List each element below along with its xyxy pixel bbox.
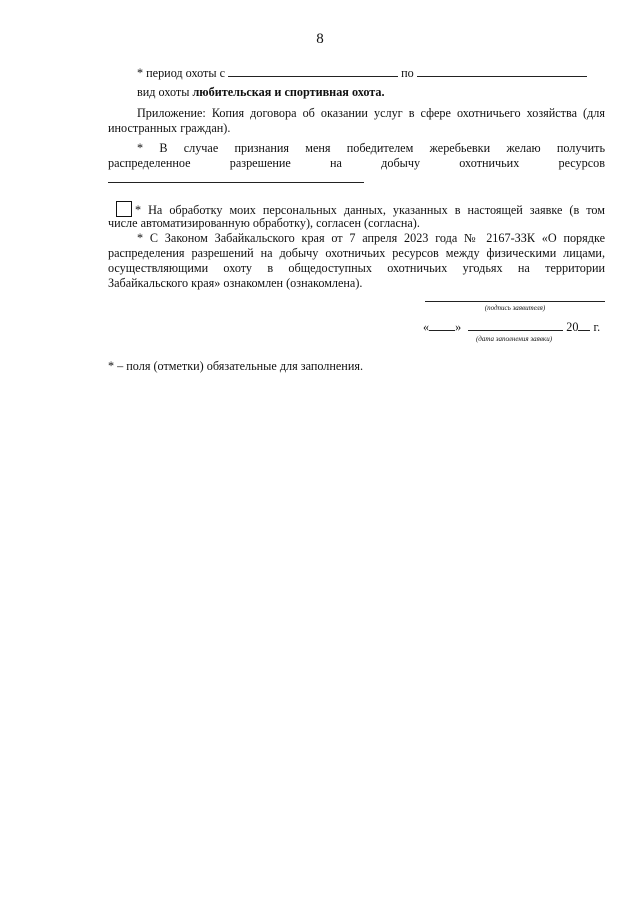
date-month-field[interactable] — [468, 320, 563, 331]
date-year-prefix: 20 — [566, 320, 579, 334]
signature-caption: (подпись заявителя) — [484, 304, 546, 312]
date-close-quote: » — [455, 320, 462, 334]
date-day-field[interactable] — [429, 320, 455, 331]
hunting-period-to-label: по — [401, 66, 414, 80]
consent-text: * На обработку моих персональных данных, указанных в настоящей заявке (в том — [135, 203, 605, 217]
date-row — [423, 320, 600, 334]
hunting-type-value: любительская и спортивная охота. — [192, 85, 385, 99]
hunting-type-label: вид охоты — [137, 85, 190, 99]
page-number: 8 — [316, 31, 324, 47]
law-line-4: Забайкальского края» ознакомлен (ознакомлена). — [108, 276, 363, 290]
consent-line-1 — [116, 201, 605, 217]
lottery-line-1: * В случае признания меня победителем жеребьевки желаю получить — [137, 141, 605, 155]
law-line-3: осуществляющими охоту в общедоступных охотничьих угодьях на территории — [108, 261, 605, 275]
hunting-type-row — [137, 85, 385, 99]
signature-field[interactable] — [425, 301, 605, 302]
date-year-field[interactable] — [578, 320, 590, 331]
resources-field[interactable] — [108, 182, 364, 183]
date-caption: (дата заполнения заявки) — [475, 335, 553, 343]
attachment-line-1: Приложение: Копия договора об оказании услуг в сфере охотничьего хозяйства (для — [137, 106, 605, 120]
footnote: * – поля (отметки) обязательные для заполнения. — [108, 359, 363, 373]
hunting-period-label: * период охоты с — [137, 66, 226, 80]
law-line-1: * С Законом Забайкальского края от 7 апреля 2023 года № 2167-ЗЗК «О порядке — [137, 231, 605, 245]
period-start-field[interactable] — [228, 66, 398, 77]
period-end-field[interactable] — [417, 66, 587, 77]
consent-checkbox[interactable] — [116, 201, 132, 217]
attachment-line-2: иностранных граждан). — [108, 121, 231, 135]
date-open-quote: « — [423, 320, 430, 334]
lottery-line-2: распределенное разрешение на добычу охотничьих ресурсов — [108, 156, 605, 170]
hunting-period-row — [137, 66, 587, 80]
law-line-2: распределения разрешений на добычу охотничьих ресурсов между физическими лицами, — [108, 246, 605, 260]
consent-line-2: числе автоматизированную обработку), согласен (согласна). — [108, 216, 420, 230]
date-year-suffix: г. — [593, 320, 601, 334]
